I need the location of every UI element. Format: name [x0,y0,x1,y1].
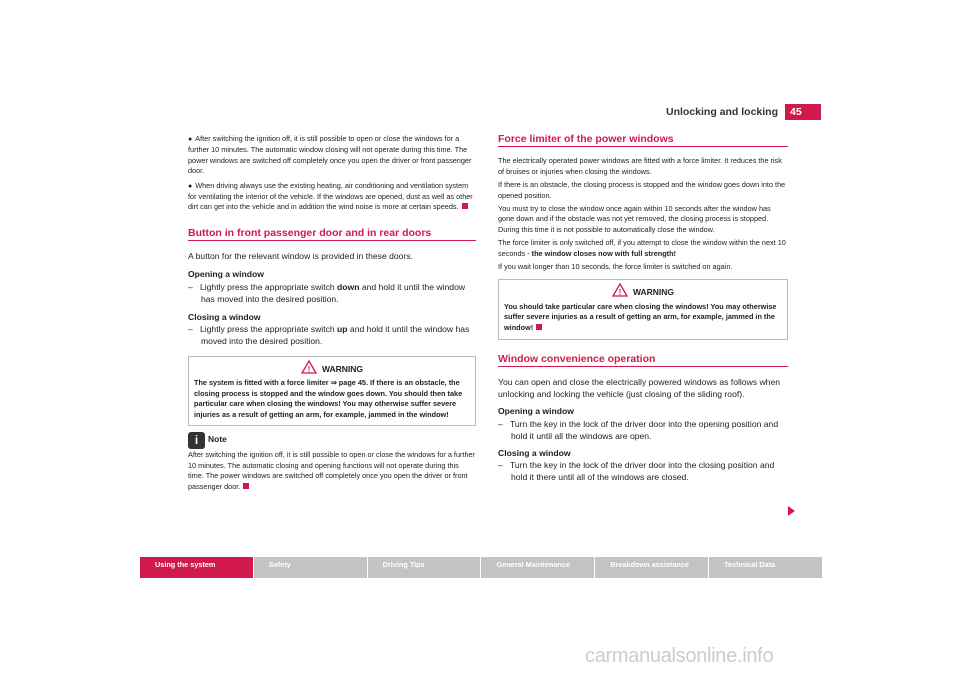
next-page-arrow-icon[interactable] [788,506,795,516]
tab-safety[interactable]: Safety [254,557,368,578]
svg-text:!: ! [307,364,311,374]
closing-step: – Turn the key in the lock of the driver door into the closing position and hold it there until all of the windows are closed. [498,460,775,483]
page-reference-link[interactable]: ⇒ page 45 [330,378,366,388]
paragraph: You must try to close the window once again within 10 seconds after the window has gone down and if the obstacle was not yet removed, the closing process is stopped. During this time it is not possible to automatically close the window. [498,204,771,234]
warning-box [188,356,476,427]
opening-step: – Turn the key in the lock of the driver door into the opening position and hold it until all the windows are open. [498,418,779,441]
bullet-item: ● When driving always use the existing heating, air conditioning and ventilation system for ventilating the interior of the vehicle. If the windows are opened, dust as well as other dirt can get into the vehicle and in addition the wind noise is more at certain speeds. [188,180,473,212]
paragraph: If you wait longer than 10 seconds, the force limiter is switched on again. [498,262,733,272]
section-end-icon [243,483,249,489]
section-title: Window convenience operation [498,354,788,367]
section-end-icon [462,203,468,209]
bullet-icon: ● [188,136,193,143]
warning-heading: ! WARNING [194,360,470,374]
warning-box [498,279,788,339]
tab-driving-tips[interactable]: Driving Tips [368,557,482,578]
opening-step: – Lightly press the appropriate switch down and hold it until the window has moved into the desired position. [188,281,466,304]
intro-text: A button for the relevant window is provided in these doors. [188,251,414,262]
opening-heading: Opening a window [188,269,264,280]
closing-step: – Lightly press the appropriate switch up and hold it until the window has moved into the desired position. [188,324,470,347]
tab-general-maintenance[interactable]: General Maintenance [481,557,595,578]
closing-heading: Closing a window [188,312,261,323]
warning-triangle-icon [612,283,628,297]
page-number: 45 [785,104,821,120]
warning-text: You should take particular care when closing the windows! You may otherwise suffer severe injuries as a result of getting an arm, for example, jammed in the window! [504,301,777,333]
warning-triangle-icon [301,360,317,374]
tab-using-the-system[interactable]: Using the system [140,557,254,578]
left-column [188,134,476,492]
svg-text:!: ! [618,288,622,298]
note-text: After switching the ignition off, it is still possible to open or close the windows for a further 10 minutes. The automatic closing and opening functions will not operate during this time. The power windows are switched off completely once you open the driver or front passenger door. [188,450,476,491]
watermark: carmanualsonline.info [585,645,774,667]
paragraph: If there is an obstacle, the closing process is stopped and the window goes down into the opened position. [498,180,786,200]
bullet-icon: ● [188,182,193,190]
note-icon: i [188,432,205,449]
section-title: Button in front passenger door and in rear doors [188,228,476,241]
section-title: Force limiter of the power windows [498,134,788,147]
tab-technical-data[interactable]: Technical Data [709,557,822,578]
page-title: Unlocking and locking [665,106,778,118]
paragraph: The force limiter is only switched off, if you attempt to close the window within the next 10 seconds - the window closes now with full strength! [498,238,786,258]
tab-breakdown-assistance[interactable]: Breakdown assistance [595,557,709,578]
closing-heading: Closing a window [498,448,571,459]
intro-text: You can open and close the electrically powered windows as follows when unlocking and locking the vehicle (just closing of the sliding roof). [498,377,781,400]
page-header [0,104,960,120]
bullet-item: ● After switching the ignition off, it is still possible to open or close the windows for a further 10 minutes. The automatic window closing will not operate during this time. The power windows are switched off completely once you open the driver or front passenger door. [188,134,472,176]
note-heading: i Note [188,432,476,449]
right-column [498,134,788,484]
footer-nav [140,557,822,578]
paragraph: The electrically operated power windows are fitted with a force limiter. It reduces the risk of bruises or injuries when closing the windows. [498,156,782,176]
section-end-icon [536,324,542,330]
opening-heading: Opening a window [498,406,574,417]
warning-heading: ! WARNING [504,283,782,297]
warning-text: The system is fitted with a force limiter ⇒ page 45. If there is an obstacle, the closing process is stopped and the window goes down. You should then take particular care when closing the windows! You may otherwise suffer severe injuries as a result of getting an arm, for example, jammed in the window! [194,378,463,419]
